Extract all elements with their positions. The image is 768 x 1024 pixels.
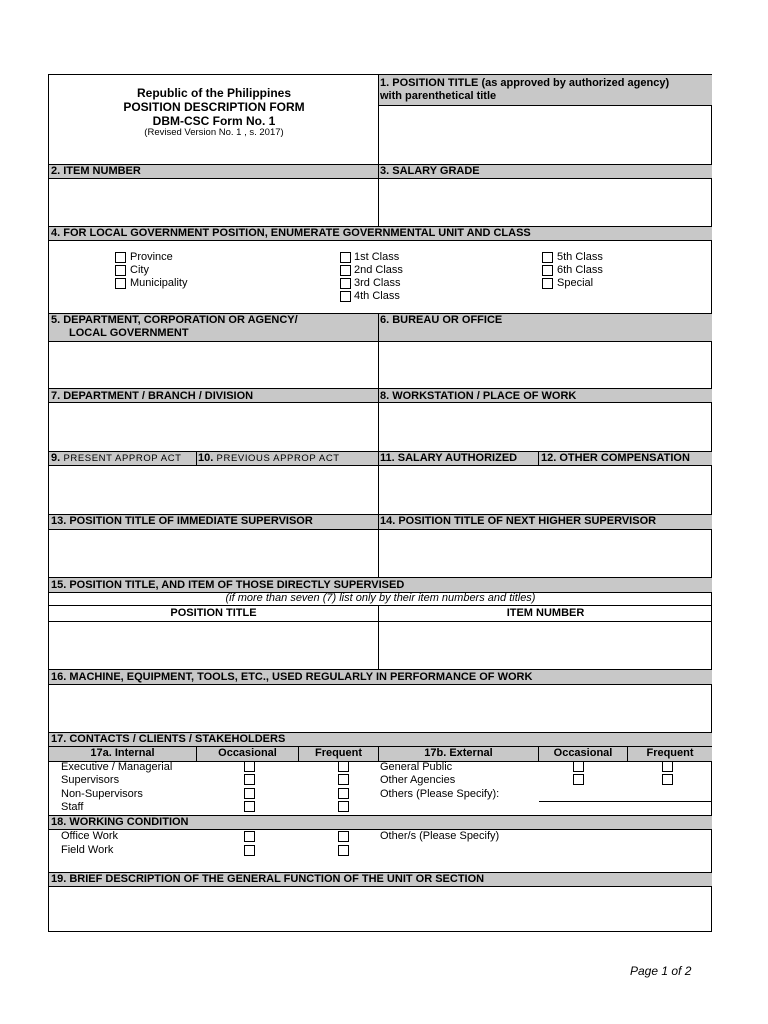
s15-note: (if more than seven (7) list only by their item numbers and titles) bbox=[225, 592, 536, 604]
s18-label: 18. WORKING CONDITION bbox=[51, 816, 189, 828]
s8-label: 8. WORKSTATION / PLACE OF WORK bbox=[380, 390, 577, 402]
s3-label: 3. SALARY GRADE bbox=[380, 165, 480, 177]
immediate-supervisor-field[interactable] bbox=[49, 530, 378, 577]
s15-position-title-header: POSITION TITLE bbox=[170, 607, 257, 619]
bureau-office-field[interactable] bbox=[379, 342, 712, 388]
supervisors-occasional-checkbox[interactable] bbox=[244, 774, 255, 785]
contact-general-public-label: General Public bbox=[380, 761, 453, 773]
province-label: Province bbox=[130, 251, 173, 263]
form-title: POSITION DESCRIPTION FORM bbox=[123, 100, 305, 114]
s19-label: 19. BRIEF DESCRIPTION OF THE GENERAL FUNCTION OF THE UNIT OR SECTION bbox=[51, 873, 485, 885]
s2-label: 2. ITEM NUMBER bbox=[51, 165, 141, 177]
s7-label: 7. DEPARTMENT / BRANCH / DIVISION bbox=[51, 390, 254, 402]
field-work-occasional-checkbox[interactable] bbox=[244, 845, 255, 856]
non-supervisors-occasional-checkbox[interactable] bbox=[244, 788, 255, 799]
class-4th-label: 4th Class bbox=[354, 290, 400, 302]
s15-label: 15. POSITION TITLE, AND ITEM OF THOSE DIRECTLY SUPERVISED bbox=[51, 579, 405, 591]
executive-occasional-checkbox[interactable] bbox=[244, 761, 255, 772]
municipality-checkbox[interactable] bbox=[115, 278, 126, 289]
class-4th-checkbox[interactable] bbox=[340, 291, 351, 302]
s5-label-2: LOCAL GOVERNMENT bbox=[69, 327, 189, 339]
s17-label: 17. CONTACTS / CLIENTS / STAKEHOLDERS bbox=[51, 733, 286, 745]
staff-occasional-checkbox[interactable] bbox=[244, 801, 255, 812]
approp-act-field[interactable] bbox=[49, 466, 378, 514]
staff-frequent-checkbox[interactable] bbox=[338, 801, 349, 812]
internal-frequent-header: Frequent bbox=[314, 747, 363, 759]
machine-equipment-field[interactable] bbox=[49, 685, 712, 732]
s16-label: 16. MACHINE, EQUIPMENT, TOOLS, ETC., USED REGULARLY IN PERFORMANCE OF WORK bbox=[51, 671, 533, 683]
class-3rd-checkbox[interactable] bbox=[340, 278, 351, 289]
class-special-checkbox[interactable] bbox=[542, 278, 553, 289]
next-higher-supervisor-field[interactable] bbox=[379, 530, 712, 577]
others-specify-line[interactable] bbox=[539, 801, 712, 802]
republic-heading: Republic of the Philippines bbox=[136, 86, 291, 100]
class-2nd-checkbox[interactable] bbox=[340, 265, 351, 276]
city-checkbox[interactable] bbox=[115, 265, 126, 276]
item-number-field[interactable] bbox=[49, 179, 378, 226]
external-occasional-header: Occasional bbox=[553, 747, 613, 759]
province-checkbox[interactable] bbox=[115, 252, 126, 263]
s15-item-number-header: ITEM NUMBER bbox=[506, 607, 585, 619]
s4-label: 4. FOR LOCAL GOVERNMENT POSITION, ENUMERATE GOVERNMENTAL UNIT AND CLASS bbox=[51, 227, 531, 239]
s10-label: 10. PREVIOUS APPROP ACT bbox=[198, 452, 340, 464]
supervised-position-title-field[interactable] bbox=[49, 622, 378, 669]
contact-other-agencies-label: Other Agencies bbox=[380, 774, 456, 786]
class-3rd-label: 3rd Class bbox=[354, 277, 401, 289]
class-1st-label: 1st Class bbox=[354, 251, 400, 263]
salary-grade-field[interactable] bbox=[379, 179, 712, 226]
external-frequent-header: Frequent bbox=[646, 747, 694, 759]
class-1st-checkbox[interactable] bbox=[340, 252, 351, 263]
class-6th-label: 6th Class bbox=[557, 264, 603, 276]
general-function-field[interactable] bbox=[49, 887, 712, 931]
municipality-label: Municipality bbox=[130, 277, 188, 289]
s11-label: 11. SALARY AUTHORIZED bbox=[380, 452, 518, 464]
class-5th-checkbox[interactable] bbox=[542, 252, 553, 263]
external-header: 17b. External bbox=[424, 747, 493, 759]
contact-executive-label: Executive / Managerial bbox=[61, 761, 173, 773]
class-5th-label: 5th Class bbox=[557, 251, 603, 263]
other-agencies-occasional-checkbox[interactable] bbox=[573, 774, 584, 785]
s1-label: 1. POSITION TITLE (as approved by authorized agency) bbox=[380, 77, 670, 89]
working-other-label: Other/s (Please Specify) bbox=[380, 830, 500, 842]
internal-header: 17a. Internal bbox=[90, 747, 155, 759]
internal-occasional-header: Occasional bbox=[218, 747, 277, 759]
form-revision: (Revised Version No. 1 , s. 2017) bbox=[144, 127, 284, 138]
salary-compensation-field[interactable] bbox=[379, 466, 712, 514]
class-2nd-label: 2nd Class bbox=[354, 264, 403, 276]
contact-non-supervisors-label: Non-Supervisors bbox=[61, 788, 143, 800]
s5-label: 5. DEPARTMENT, CORPORATION OR AGENCY/ bbox=[51, 314, 298, 326]
contact-others-label: Others (Please Specify): bbox=[380, 788, 500, 800]
office-work-occasional-checkbox[interactable] bbox=[244, 831, 255, 842]
workstation-field[interactable] bbox=[379, 403, 712, 451]
position-description-form bbox=[48, 74, 712, 932]
supervisors-frequent-checkbox[interactable] bbox=[338, 774, 349, 785]
office-work-label: Office Work bbox=[61, 830, 119, 842]
position-title-field[interactable] bbox=[379, 106, 712, 164]
s6-label: 6. BUREAU OR OFFICE bbox=[380, 314, 503, 326]
s12-label: 12. OTHER COMPENSATION bbox=[541, 452, 690, 464]
field-work-label: Field Work bbox=[61, 844, 114, 856]
form-number: DBM-CSC Form No. 1 bbox=[152, 114, 276, 128]
s9-label: 9. PRESENT APPROP ACT bbox=[51, 452, 182, 464]
executive-frequent-checkbox[interactable] bbox=[338, 761, 349, 772]
supervised-item-number-field[interactable] bbox=[379, 622, 712, 669]
branch-division-field[interactable] bbox=[49, 403, 378, 451]
s1-label-2: with parenthetical title bbox=[380, 90, 497, 102]
non-supervisors-frequent-checkbox[interactable] bbox=[338, 788, 349, 799]
general-public-occasional-checkbox[interactable] bbox=[573, 761, 584, 772]
s14-label: 14. POSITION TITLE OF NEXT HIGHER SUPERVISOR bbox=[380, 515, 657, 527]
city-label: City bbox=[130, 264, 149, 276]
field-work-frequent-checkbox[interactable] bbox=[338, 845, 349, 856]
other-agencies-frequent-checkbox[interactable] bbox=[662, 774, 673, 785]
contact-staff-label: Staff bbox=[61, 801, 84, 813]
class-6th-checkbox[interactable] bbox=[542, 265, 553, 276]
general-public-frequent-checkbox[interactable] bbox=[662, 761, 673, 772]
class-special-label: Special bbox=[557, 277, 594, 289]
page-number: Page 1 of 2 bbox=[630, 964, 692, 978]
office-work-frequent-checkbox[interactable] bbox=[338, 831, 349, 842]
contact-supervisors-label: Supervisors bbox=[61, 774, 120, 786]
s13-label: 13. POSITION TITLE OF IMMEDIATE SUPERVISOR bbox=[51, 515, 313, 527]
department-agency-field[interactable] bbox=[49, 342, 378, 388]
